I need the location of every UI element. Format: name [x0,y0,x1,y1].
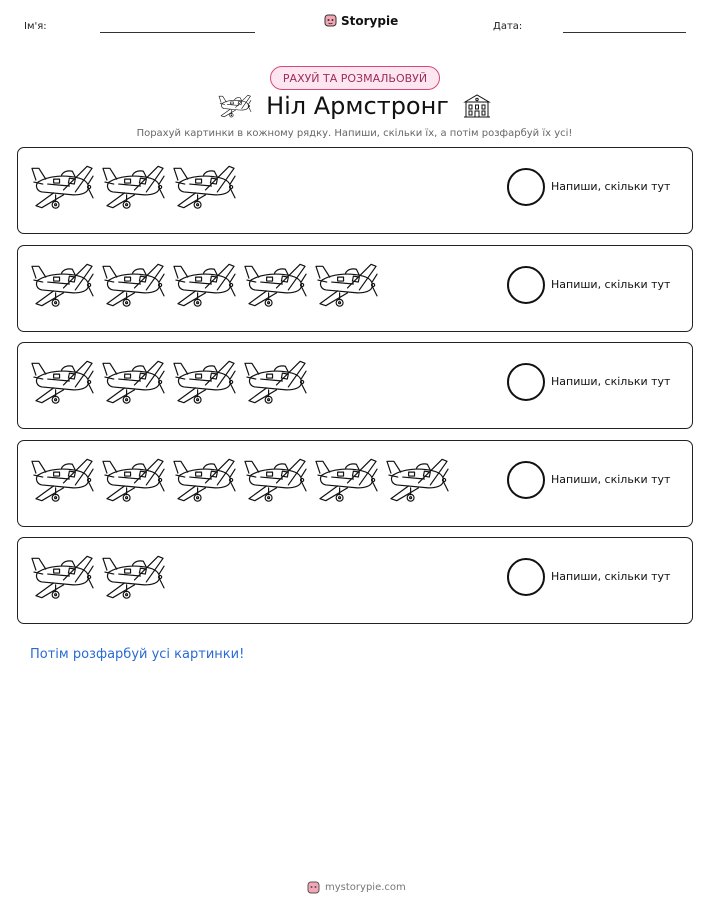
airplane-icon[interactable] [385,455,450,505]
storypie-mascot-icon [324,13,337,28]
name-line[interactable] [100,32,255,33]
airplane-icon[interactable] [30,455,95,505]
picture-group [30,162,237,212]
airplane-icon[interactable] [30,552,95,602]
airplane-icon[interactable] [101,260,166,310]
count-prompt: Напиши, скільки тут [551,180,671,193]
storypie-logo [324,13,398,28]
count-prompt: Напиши, скільки тут [551,278,671,291]
counting-row [17,245,693,332]
airplane-icon[interactable] [172,162,237,212]
airplane-icon[interactable] [30,260,95,310]
airplane-icon[interactable] [172,357,237,407]
counting-row [17,537,693,624]
count-answer-circle[interactable] [507,266,545,304]
counting-row [17,342,693,429]
count-answer-circle[interactable] [507,461,545,499]
airplane-icon[interactable] [101,552,166,602]
site-url: mystorypie.com [325,882,406,893]
airplane-icon[interactable] [172,455,237,505]
date-label: Дата: [493,21,523,32]
count-answer-circle[interactable] [507,363,545,401]
airplane-icon[interactable] [243,260,308,310]
date-line[interactable] [563,32,686,33]
activity-badge: РАХУЙ ТА РОЗМАЛЬОВУЙ [270,66,440,90]
airplane-icon[interactable] [243,455,308,505]
page-title: Ніл Армстронг [266,92,449,120]
count-prompt: Напиши, скільки тут [551,473,671,486]
airplane-icon[interactable] [314,260,379,310]
picture-group [30,455,450,505]
picture-group [30,357,308,407]
site-footer [307,880,406,895]
count-prompt: Напиши, скільки тут [551,375,671,388]
instructions: Порахуй картинки в кожному рядку. Напиши, скільки їх, а потім розфарбуй їх усі! [136,128,573,139]
count-prompt: Напиши, скільки тут [551,570,671,583]
storypie-mascot-icon [307,880,320,895]
airplane-icon[interactable] [101,162,166,212]
airplane-icon [218,93,252,119]
counting-row [17,440,693,527]
airplane-icon[interactable] [101,357,166,407]
building-icon [463,93,491,119]
airplane-icon[interactable] [172,260,237,310]
picture-group [30,552,166,602]
brand-name: Storypie [341,13,399,28]
count-answer-circle[interactable] [507,168,545,206]
airplane-icon[interactable] [30,162,95,212]
counting-row [17,147,693,234]
footer-note: Потім розфарбуй усі картинки! [30,647,245,662]
picture-group [30,260,379,310]
airplane-icon[interactable] [243,357,308,407]
airplane-icon[interactable] [314,455,379,505]
title-row [0,92,709,120]
airplane-icon[interactable] [30,357,95,407]
count-answer-circle[interactable] [507,558,545,596]
name-label: Ім'я: [24,21,47,32]
airplane-icon[interactable] [101,455,166,505]
